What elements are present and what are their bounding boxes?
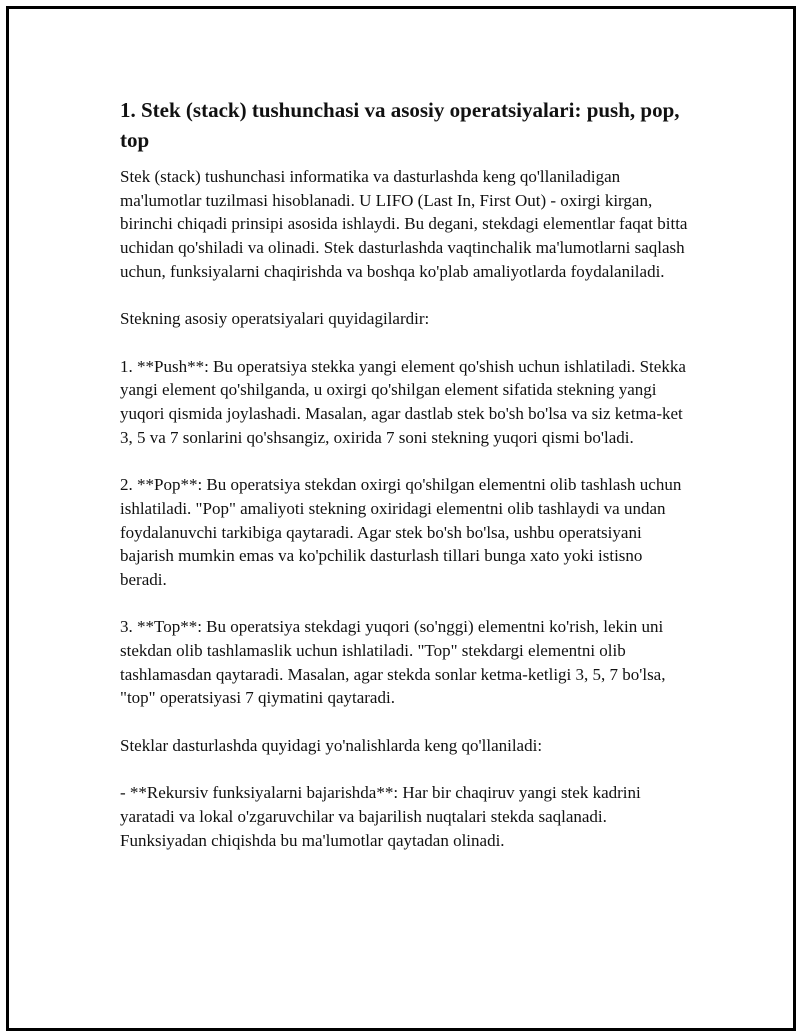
usage-intro-paragraph: Steklar dasturlashda quyidagi yo'nalishlarda keng qo'llaniladi:	[120, 735, 543, 755]
operations-intro-paragraph: Stekning asosiy operatsiyalari quyidagilardir:	[120, 309, 430, 329]
recursion-paragraph: - **Rekursiv funksiyalarni bajarishda**: Har bir chaqiruv yangi stek kadrini yaratadi va lokal o'zgaruvchilar va bajarilish nuqtalari stekda saqlanadi. Funksiyadan chiqishda bu ma'lumotlar qaytadan olinadi.	[120, 783, 641, 850]
section-heading: 1. Stek (stack) tushunchasi va asosiy operatsiyalari: push, pop, top	[120, 98, 680, 152]
push-paragraph: 1. **Push**: Bu operatsiya stekka yangi element qo'shish uchun ishlatiladi. Stekka yangi element qo'shilganda, u oxirgi qo'shilgan element sifatida stekning yangi yuqori qismida joylashadi. Masalan, agar dastlab stek bo'sh bo'lsa va siz ketma-ket 3, 5 va 7 sonlarini qo'shsangiz, oxirida 7 soni stekning yuqori qismi bo'ladi.	[120, 356, 686, 447]
pop-paragraph: 2. **Pop**: Bu operatsiya stekdan oxirgi qo'shilgan elementni olib tashlash uchun ishlatiladi. "Pop" amaliyoti stekning oxiridagi elementni olib tashlaydi va undan foydalanuvchi tarkibiga qaytaradi. Agar stek bo'sh bo'lsa, ushbu operatsiyani bajarish mumkin emas va ko'pchilik dasturlash tillari bunga xato yoki istisno beradi.	[120, 475, 682, 589]
page-frame	[6, 6, 796, 1031]
document-body	[120, 95, 690, 876]
intro-paragraph: Stek (stack) tushunchasi informatika va dasturlashda keng qo'llaniladigan ma'lumotlar tuzilmasi hisoblanadi. U LIFO (Last In, First Out) - oxirgi kirgan, birinchi chiqadi prinsipi asosida ishlaydi. Bu degani, stekdagi elementlar faqat bitta uchidan qo'shiladi va olinadi. Stek dasturlashda vaqtinchalik ma'lumotlarni saqlash uchun, funksiyalarni chaqirishda va boshqa ko'plab amaliyotlarda foydalaniladi.	[120, 167, 688, 281]
top-paragraph: 3. **Top**: Bu operatsiya stekdagi yuqori (so'nggi) elementni ko'rish, lekin uni stekdan olib tashlamaslik uchun ishlatiladi. "Top" stekdargi elementni olib tashlamasdan qaytaradi. Masalan, agar stekda sonlar ketma-ketligi 3, 5, 7 bo'lsa, "top" operatsiyasi 7 qiymatini qaytaradi.	[120, 617, 666, 708]
